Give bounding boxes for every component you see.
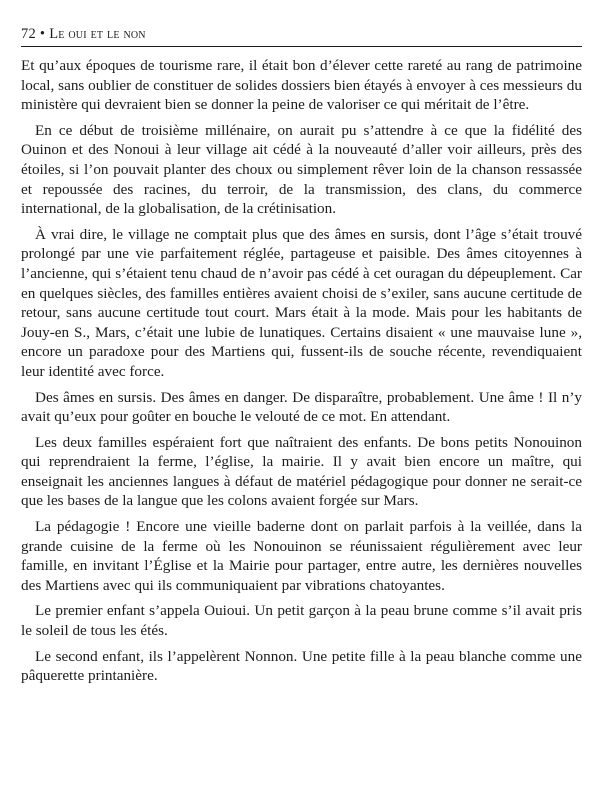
paragraph-7: Le premier enfant s’appela Ouioui. Un petit garçon à la peau brune comme s’il avait pris le soleil de tous les étés.	[21, 602, 582, 640]
paragraph-6: La pédagogie ! Encore une vieille baderne dont on parlait parfois à la veillée, dans la grande cuisine de la ferme où les Nonouinon se réunissaient régulièrement avec leur famille, en invitant l’Église et la Mairie pour partager, entre autre, les dernières nouvelles des Martiens avec qui ils communiquaient par vibrations chatoyantes.	[21, 518, 582, 594]
running-head	[21, 25, 582, 47]
paragraph-3: À vrai dire, le village ne comptait plus que des âmes en sursis, dont l’âge s’était trouvé prolongé par une vie parfaitement réglée, partageuse et paisible. Des âmes citoyennes à l’ancienne, qui s’étaient tenu chaud de n’avoir pas cédé à cet ouragan du dépeuplement. Car en quelques siècles, des familles entières avaient choisi de s’exiler, sans aucune certitude de retour, sans aucune certitude tout court. Mars était à la mode. Mais pour les habitants de Jouy-en S., Mars, c’était une lubie de lunatiques. Certains disaient « une mauvaise lune », encore un paradoxe pour des Martiens qui, fussent-ils de souche récente, revendiquaient leur identité avec force.	[21, 225, 582, 380]
paragraph-2: En ce début de troisième millénaire, on aurait pu s’attendre à ce que la fidélité des Ouinon et des Nonoui à leur village ait cédé à la nouveauté d’aller voir ailleurs, près des étoiles, si l’on pouvait planter des choux ou simplement rêver loin de la chanson ressassée et repoussée des racines, du terroir, de la transmission, des clans, du commerce international, de la globalisation, de la crétinisation.	[21, 121, 582, 218]
book-title: Le oui et le non	[49, 26, 146, 42]
page-number: 72	[21, 26, 36, 42]
paragraph-5: Les deux familles espéraient fort que naîtraient des enfants. De bons petits Nonouinon qui reprendraient la ferme, l’église, la mairie. Il y avait bien encore un maître, qui enseignait les anciennes langues à défaut de matériel pédagogique pour donner ne serait-ce que les bases de la langue que les colons avaient forgée sur Mars.	[21, 433, 582, 510]
paragraph-1: Et qu’aux époques de tourisme rare, il était bon d’élever cette rareté au rang de patrimoine local, sans oublier de constituer de solides dossiers bien étayés à envoyer à ces messieurs du ministère qui devraient bien se donner la peine de valoriser ce qui méritait de l’être.	[21, 57, 582, 114]
paragraph-4: Des âmes en sursis. Des âmes en danger. De disparaître, probablement. Une âme ! Il n’y avait qu’eux pour goûter en bouche le velouté de ce mot. En attendant.	[21, 388, 582, 426]
paragraph-8: Le second enfant, ils l’appelèrent Nonnon. Une petite fille à la peau blanche comme une pâquerette printanière.	[21, 647, 582, 685]
bullet-separator: •	[39, 26, 46, 42]
body-text	[21, 56, 582, 686]
